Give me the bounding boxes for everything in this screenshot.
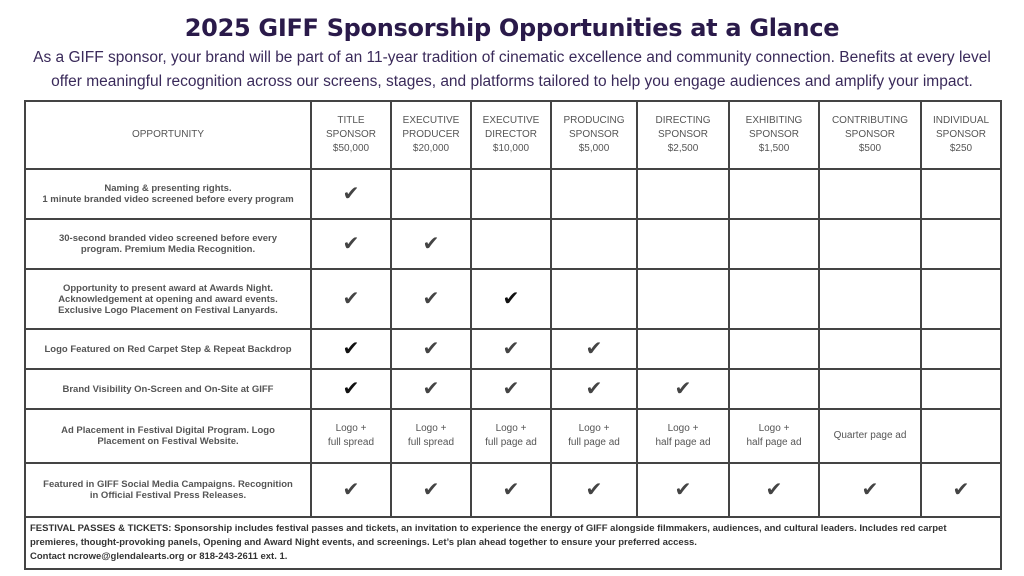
check-icon: ✔: [342, 377, 360, 400]
tier-header-title: TITLE SPONSOR $50,000: [311, 101, 391, 169]
tier-price: $10,000: [492, 143, 530, 154]
opportunity-header: OPPORTUNITY: [25, 101, 311, 169]
page-title: 2025 GIFF Sponsorship Opportunities at a Glance: [184, 14, 840, 42]
check-icon: ✔: [342, 337, 360, 360]
cell: [551, 463, 637, 517]
check-icon: ✔: [422, 287, 440, 310]
cell: [729, 463, 819, 517]
opportunity-cell: Logo Featured on Red Carpet Step & Repeat Backdrop: [25, 329, 311, 369]
tier-header-exhibiting: EXHIBITING SPONSOR $1,500: [729, 101, 819, 169]
table-row: [25, 369, 1001, 409]
cell: [311, 329, 391, 369]
cell: Logo + half page ad: [729, 409, 819, 463]
opportunity-cell: Opportunity to present award at Awards Night. Acknowledgement at opening and award events. Exclusive Logo Placement on Festival Lanyards.: [25, 269, 311, 329]
tier-price: $250: [949, 143, 973, 154]
check-icon: ✔: [342, 287, 360, 310]
cell: Logo + full page ad: [471, 409, 551, 463]
cell: [391, 463, 471, 517]
check-icon: ✔: [674, 377, 692, 400]
tier-price: $5,000: [578, 143, 610, 154]
cell: [551, 369, 637, 409]
tier-header-individual: INDIVIDUAL SPONSOR $250: [921, 101, 1001, 169]
check-icon: ✔: [422, 232, 440, 255]
cell: [391, 329, 471, 369]
check-icon: ✔: [952, 478, 970, 501]
check-icon: ✔: [861, 478, 879, 501]
cell: Logo + full spread: [311, 409, 391, 463]
cell: [551, 329, 637, 369]
cell: [471, 269, 551, 329]
check-icon: ✔: [585, 478, 603, 501]
opportunity-cell: Ad Placement in Festival Digital Program. Logo Placement on Festival Website.: [25, 409, 311, 463]
tier-price: $2,500: [667, 143, 699, 154]
table-row: [25, 463, 1001, 517]
check-icon: ✔: [342, 478, 360, 501]
cell: [471, 369, 551, 409]
check-icon: ✔: [585, 377, 603, 400]
cell: [471, 463, 551, 517]
cell: [471, 329, 551, 369]
sponsorship-table: [24, 100, 1002, 570]
check-icon: ✔: [422, 377, 440, 400]
header-row: [25, 101, 1001, 169]
tier-price: $20,000: [412, 143, 450, 154]
table-row: [25, 269, 1001, 329]
cell: [921, 463, 1001, 517]
contact-info: Contact ncrowe@glendalearts.org or 818-243-2611 ext. 1.: [30, 551, 288, 562]
tier-header-directing: DIRECTING SPONSOR $2,500: [637, 101, 729, 169]
cell: [311, 369, 391, 409]
check-icon: ✔: [422, 478, 440, 501]
check-icon: ✔: [502, 287, 520, 310]
tier-price: $50,000: [332, 143, 370, 154]
opportunity-cell: Naming & presenting rights. 1 minute branded video screened before every program: [25, 169, 311, 219]
cell: [637, 463, 729, 517]
cell: [311, 219, 391, 269]
intro-paragraph: As a GIFF sponsor, your brand will be part of an 11-year tradition of cinematic excellence and community connection. Benefits at every level offer meaningful recognition across our screens, stages, and platforms tailored to help you engage audiences and amplify your impact.: [33, 49, 991, 90]
tier-header-executive-producer: EXECUTIVE PRODUCER $20,000: [391, 101, 471, 169]
cell: [391, 269, 471, 329]
table-row: [25, 219, 1001, 269]
tier-header-contributing: CONTRIBUTING SPONSOR $500: [819, 101, 921, 169]
tier-price: $500: [858, 143, 882, 154]
table-row: [25, 169, 1001, 219]
check-icon: ✔: [502, 478, 520, 501]
tier-price: $1,500: [758, 143, 790, 154]
check-icon: ✔: [585, 337, 603, 360]
cell: [637, 369, 729, 409]
cell: [391, 219, 471, 269]
table-row: [25, 329, 1001, 369]
check-icon: ✔: [765, 478, 783, 501]
check-icon: ✔: [502, 377, 520, 400]
cell: [311, 169, 391, 219]
cell: [311, 463, 391, 517]
cell: Quarter page ad: [819, 409, 921, 463]
check-icon: ✔: [502, 337, 520, 360]
check-icon: ✔: [342, 182, 360, 205]
check-icon: ✔: [422, 337, 440, 360]
tier-header-producing: PRODUCING SPONSOR $5,000: [551, 101, 637, 169]
footer-row: [25, 517, 1001, 569]
opportunity-cell: 30-second branded video screened before every program. Premium Media Recognition.: [25, 219, 311, 269]
festival-passes-note: FESTIVAL PASSES & TICKETS: Sponsorship includes festival passes and tickets, an invitation to experience the energy of GIFF alongside filmmakers, audiences, and cultural leaders. Includes red carpet premieres, thought-provoking panels, Opening and Award Night events, and screenings. Let’s plan ahead together to ensure your preferred access. Contact ncrowe@glendalearts.org or 818-243-2611 ext. 1.: [25, 517, 1001, 569]
cell: Logo + full page ad: [551, 409, 637, 463]
check-icon: ✔: [674, 478, 692, 501]
opportunity-cell: Brand Visibility On-Screen and On-Site at GIFF: [25, 369, 311, 409]
opportunity-cell: Featured in GIFF Social Media Campaigns. Recognition in Official Festival Press Releases.: [25, 463, 311, 517]
tier-header-executive-director: EXECUTIVE DIRECTOR $10,000: [471, 101, 551, 169]
cell: Logo + full spread: [391, 409, 471, 463]
table-row: [25, 409, 1001, 463]
check-icon: ✔: [342, 232, 360, 255]
cell: [311, 269, 391, 329]
cell: Logo + half page ad: [637, 409, 729, 463]
cell: [819, 463, 921, 517]
cell: [391, 369, 471, 409]
